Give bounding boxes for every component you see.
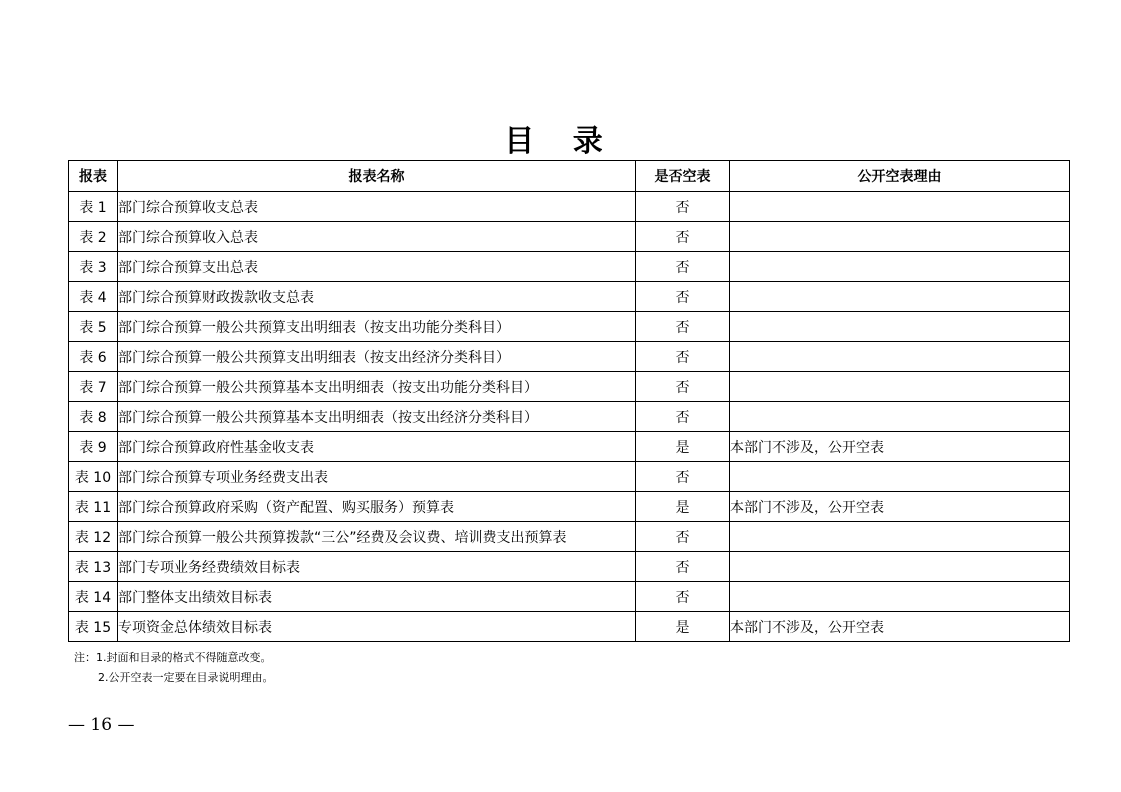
row-reason [730,462,1070,492]
row-name: 部门综合预算一般公共预算基本支出明细表（按支出功能分类科目） [118,372,636,402]
row-is-empty: 是 [636,432,730,462]
row-code: 表 15 [69,612,118,642]
table-row [69,222,1070,252]
row-name: 部门综合预算专项业务经费支出表 [118,462,636,492]
row-is-empty: 是 [636,612,730,642]
row-reason [730,312,1070,342]
row-code: 表 10 [69,462,118,492]
row-is-empty: 否 [636,402,730,432]
row-is-empty: 否 [636,312,730,342]
row-reason [730,522,1070,552]
header-is-empty: 是否空表 [636,161,730,192]
row-name: 部门综合预算一般公共预算拨款“三公”经费及会议费、培训费支出预算表 [118,522,636,552]
row-reason [730,372,1070,402]
note-line-2: 2.公开空表一定要在目录说明理由。 [98,671,274,684]
row-name: 部门综合预算支出总表 [118,252,636,282]
row-is-empty: 否 [636,462,730,492]
table-row [69,342,1070,372]
row-code: 表 4 [69,282,118,312]
table-row [69,192,1070,222]
row-reason: 本部门不涉及，公开空表 [730,432,1070,462]
header-code: 报表 [69,161,118,192]
row-reason: 本部门不涉及，公开空表 [730,612,1070,642]
row-reason [730,222,1070,252]
table-row [69,492,1070,522]
row-code: 表 7 [69,372,118,402]
table-row [69,582,1070,612]
notes [74,648,274,688]
row-reason [730,552,1070,582]
row-is-empty: 否 [636,222,730,252]
row-reason [730,402,1070,432]
row-name: 部门综合预算收入总表 [118,222,636,252]
row-code: 表 8 [69,402,118,432]
row-reason [730,192,1070,222]
row-name: 部门综合预算一般公共预算基本支出明细表（按支出经济分类科目） [118,402,636,432]
row-code: 表 13 [69,552,118,582]
row-code: 表 1 [69,192,118,222]
page-number: — 16 — [68,715,135,735]
table-row [69,522,1070,552]
row-code: 表 2 [69,222,118,252]
table-row [69,462,1070,492]
table-row [69,252,1070,282]
row-name: 部门综合预算收支总表 [118,192,636,222]
row-reason: 本部门不涉及，公开空表 [730,492,1070,522]
row-name: 部门综合预算一般公共预算支出明细表（按支出经济分类科目） [118,342,636,372]
row-code: 表 3 [69,252,118,282]
table-row [69,282,1070,312]
header-name: 报表名称 [118,161,636,192]
row-reason [730,252,1070,282]
row-reason [730,342,1070,372]
row-reason [730,282,1070,312]
table-row [69,432,1070,462]
row-is-empty: 否 [636,282,730,312]
row-reason [730,582,1070,612]
row-code: 表 9 [69,432,118,462]
row-name: 部门综合预算一般公共预算支出明细表（按支出功能分类科目） [118,312,636,342]
toc-table [68,160,1070,642]
row-is-empty: 否 [636,192,730,222]
table-row [69,312,1070,342]
table-row [69,372,1070,402]
row-code: 表 6 [69,342,118,372]
table-header-row [69,161,1070,192]
row-is-empty: 否 [636,552,730,582]
row-name: 部门专项业务经费绩效目标表 [118,552,636,582]
row-is-empty: 否 [636,522,730,552]
table-row [69,612,1070,642]
row-name: 部门综合预算政府性基金收支表 [118,432,636,462]
row-code: 表 12 [69,522,118,552]
page-title: 目 录 [504,124,617,159]
row-name: 部门整体支出绩效目标表 [118,582,636,612]
row-name: 部门综合预算政府采购（资产配置、购买服务）预算表 [118,492,636,522]
row-code: 表 5 [69,312,118,342]
row-is-empty: 是 [636,492,730,522]
row-is-empty: 否 [636,252,730,282]
table-row [69,552,1070,582]
row-code: 表 11 [69,492,118,522]
note-line-1: 注：1.封面和目录的格式不得随意改变。 [74,651,272,664]
header-reason: 公开空表理由 [730,161,1070,192]
row-code: 表 14 [69,582,118,612]
row-is-empty: 否 [636,372,730,402]
table-row [69,402,1070,432]
row-is-empty: 否 [636,582,730,612]
row-name: 专项资金总体绩效目标表 [118,612,636,642]
row-is-empty: 否 [636,342,730,372]
row-name: 部门综合预算财政拨款收支总表 [118,282,636,312]
